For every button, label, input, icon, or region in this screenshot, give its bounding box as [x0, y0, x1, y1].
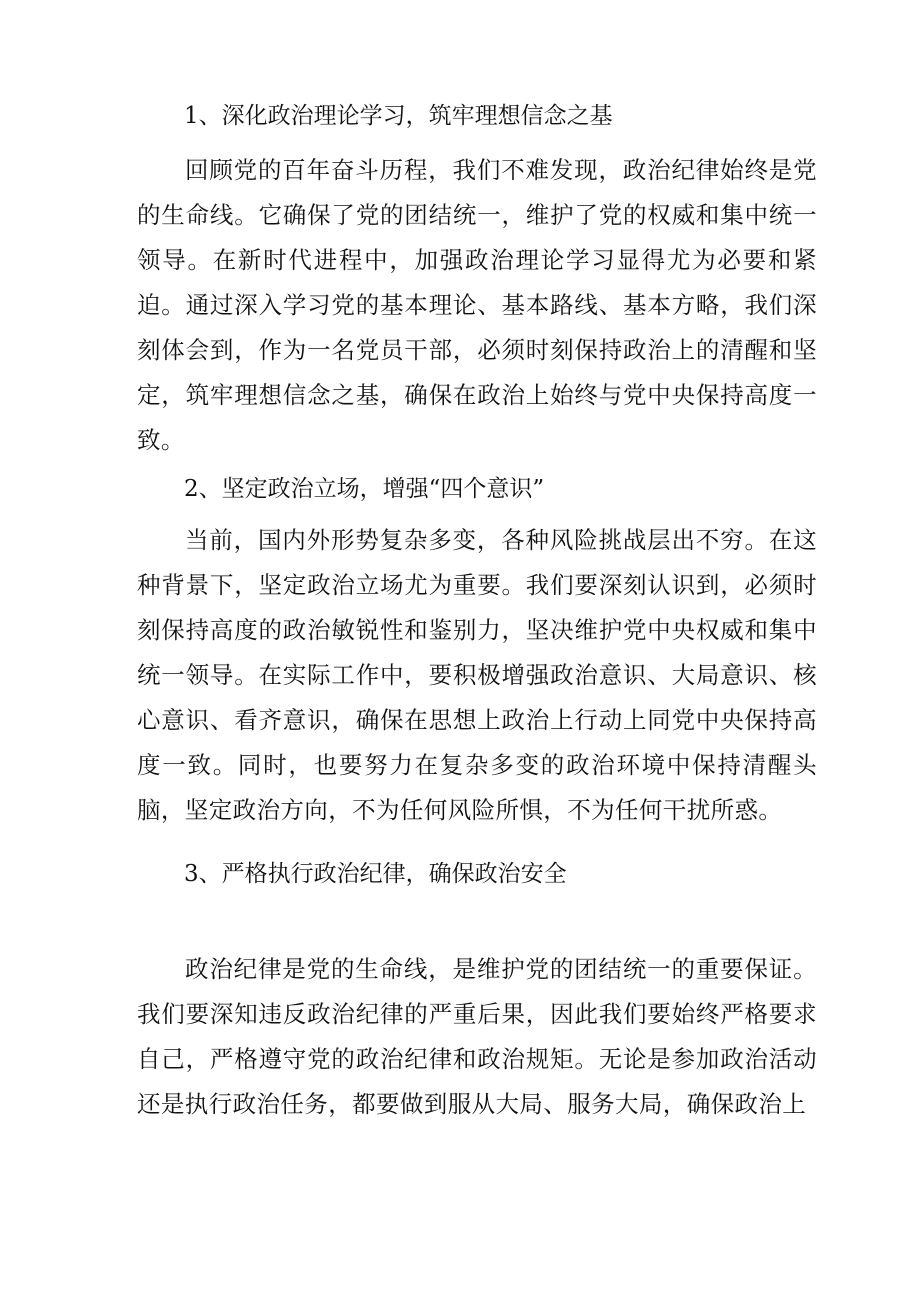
section-2-paragraph: 当前，国内外形势复杂多变，各种风险挑战层出不穷。在这种背景下，坚定政治立场尤为重要。我们要深刻认识到，必须时刻保持高度的政治敏锐性和鉴别力，坚决维护党中央权威和集中统一领导。在实际工作中，要积极增强政治意识、大局意识、核心意识、看齐意识，确保在思想上政治上行动上同党中央保持高度一致。同时，也要努力在复杂多变的政治环境中保持清醒头脑，坚定政治方向，不为任何风险所惧，不为任何干扰所惑。	[137, 526, 817, 824]
section-1-paragraph: 回顾党的百年奋斗历程，我们不难发现，政治纪律始终是党的生命线。它确保了党的团结统一，维护了党的权威和集中统一领导。在新时代进程中，加强政治理论学习显得尤为必要和紧迫。通过深入学习党的基本理论、基本路线、基本方略，我们深刻体会到，作为一名党员干部，必须时刻保持政治上的清醒和坚定，筑牢理想信念之基，确保在政治上始终与党中央保持高度一致。	[137, 156, 817, 454]
section-1-heading: 1、深化政治理论学习，筑牢理想信念之基	[184, 103, 613, 129]
section-3-paragraph: 政治纪律是党的生命线，是维护党的团结统一的重要保证。我们要深知违反政治纪律的严重后果，因此我们要始终严格要求自己，严格遵守党的政治纪律和政治规矩。无论是参加政治活动还是执行政治任务，都要做到服从大局、服务大局，确保政治上	[137, 955, 817, 1118]
section-2-heading: 2、坚定政治立场，增强“四个意识”	[184, 476, 545, 502]
section-3-heading: 3、严格执行政治纪律，确保政治安全	[184, 861, 567, 887]
